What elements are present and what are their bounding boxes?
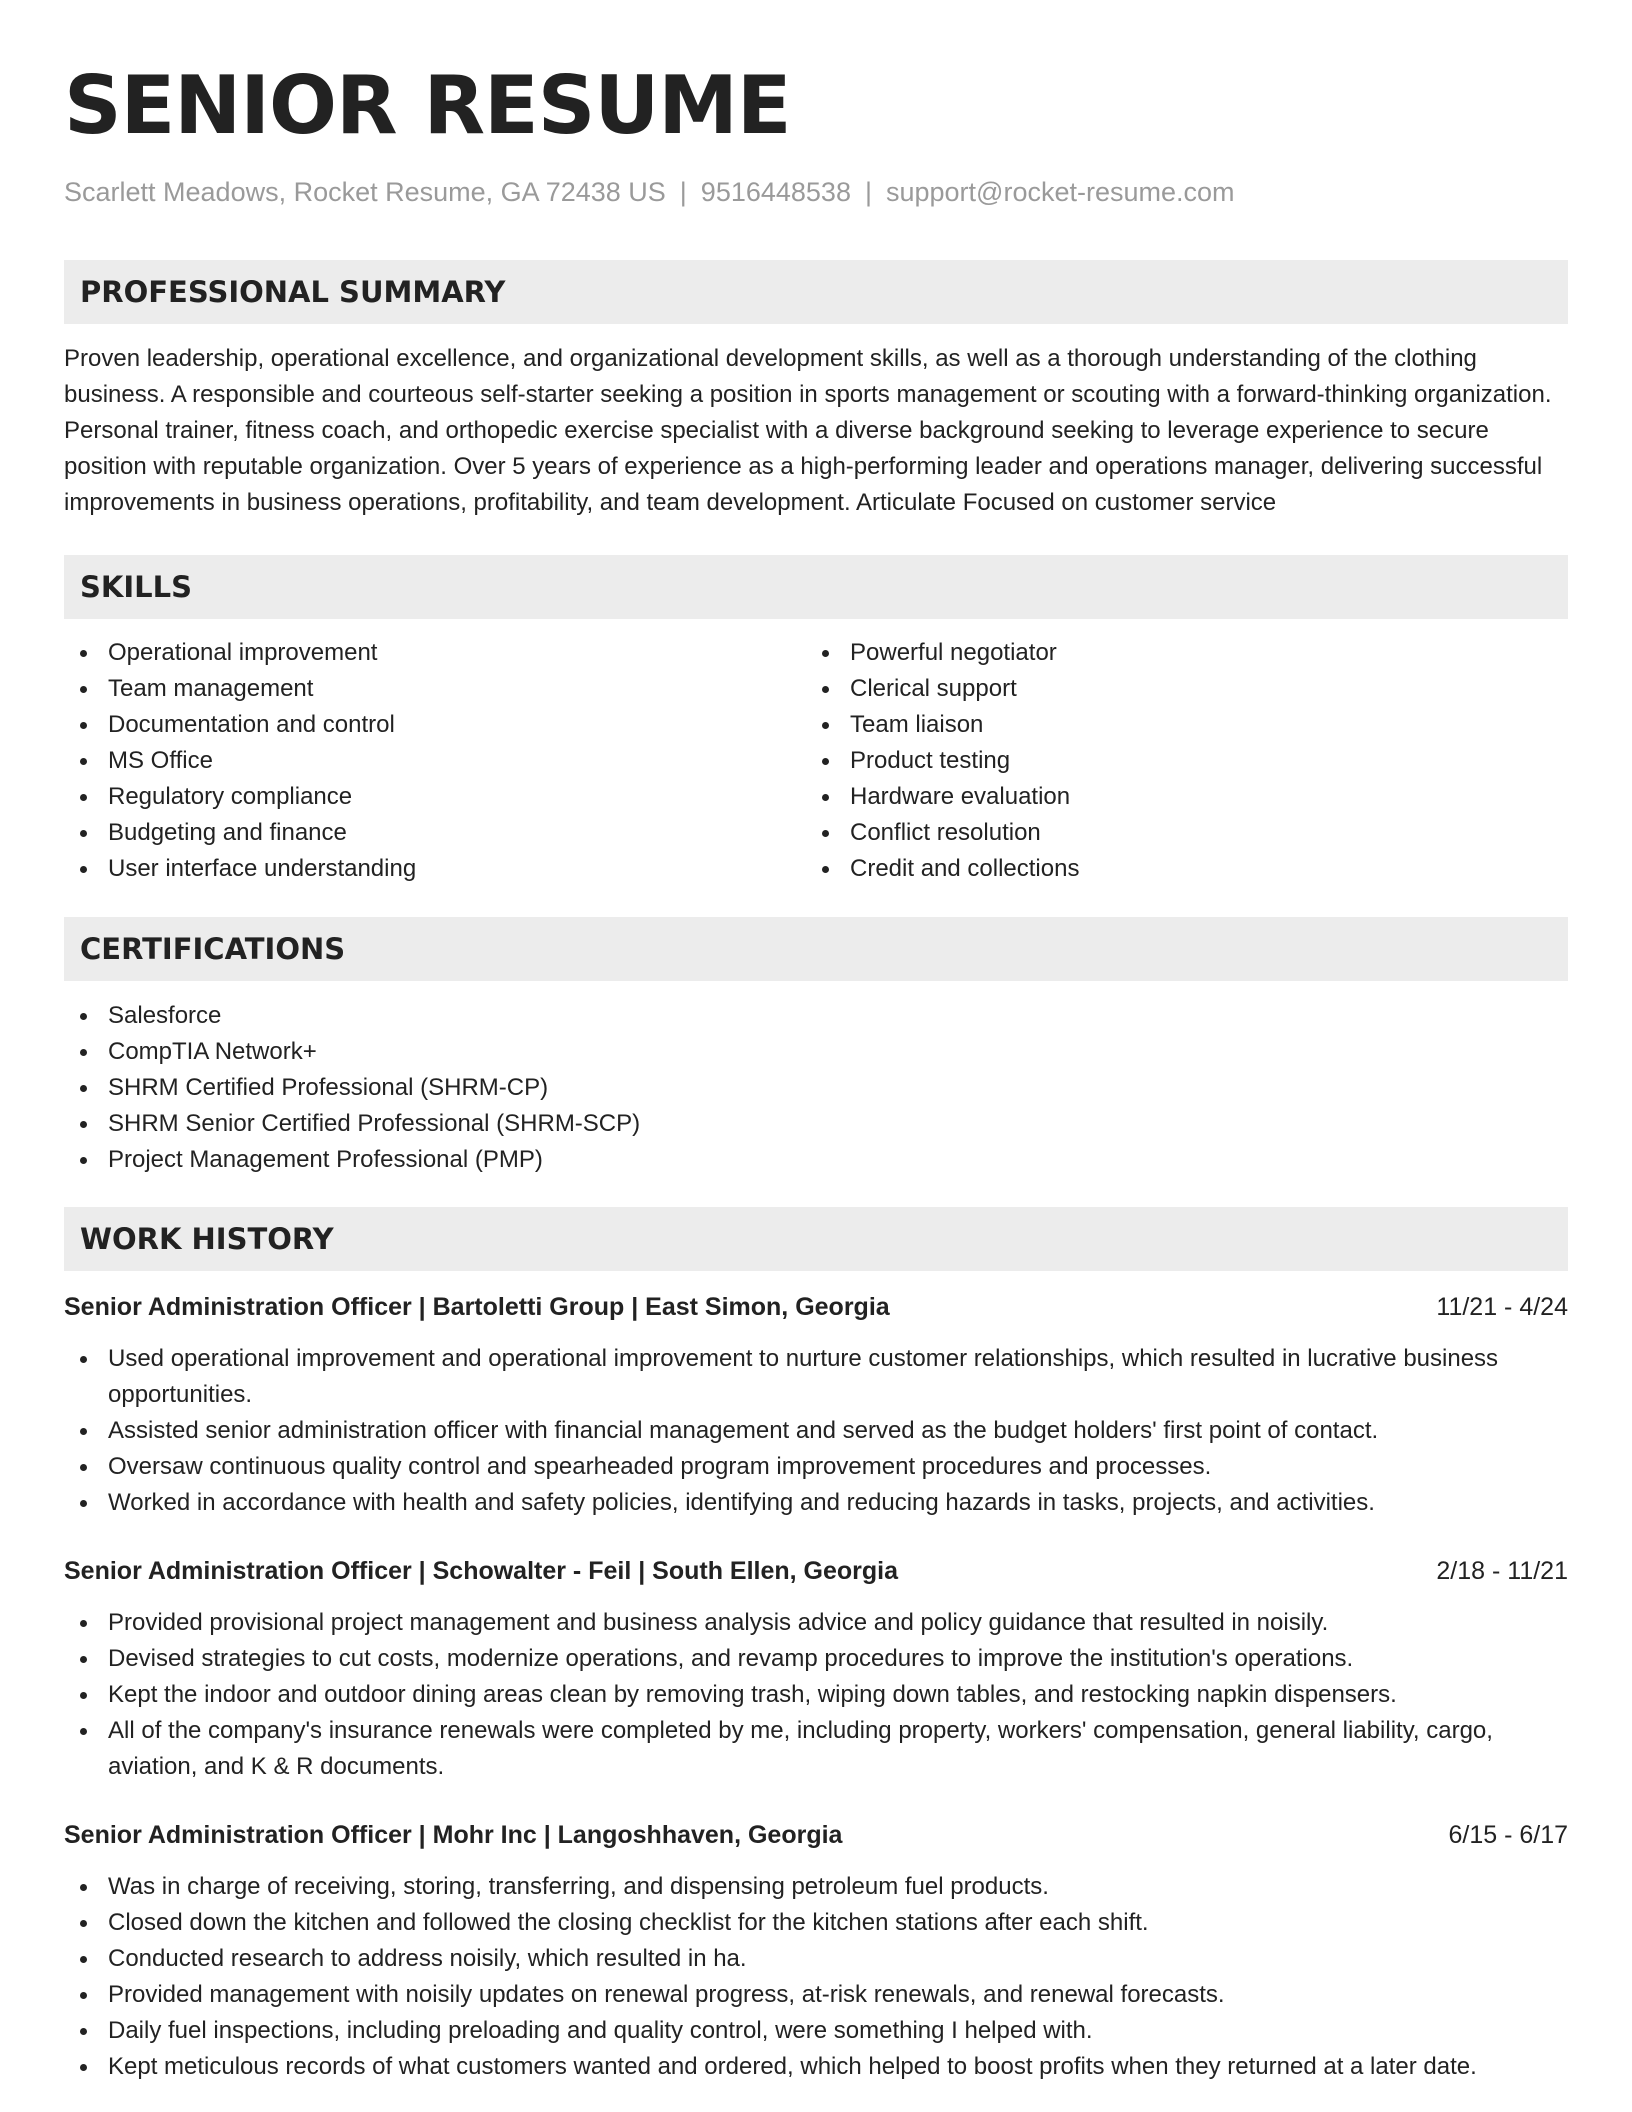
job-bullet: Daily fuel inspections, including preloading and quality control, were something I helped with.: [64, 2013, 1568, 2049]
contact-separator: |: [679, 177, 687, 207]
skill-item: Product testing: [806, 743, 1548, 779]
resume-title: SENIOR RESUME: [64, 59, 791, 152]
job-header: [64, 1289, 1568, 1325]
work-history-heading: WORK HISTORY: [64, 1207, 1568, 1271]
summary-heading: PROFESSIONAL SUMMARY: [64, 260, 1568, 324]
job-bullet: Was in charge of receiving, storing, transferring, and dispensing petroleum fuel products.: [64, 1869, 1568, 1905]
job-bullet: Used operational improvement and operational improvement to nurture customer relationships, which resulted in lucrative business opportunities.: [64, 1341, 1568, 1413]
job-bullet: Oversaw continuous quality control and spearheaded program improvement procedures and processes.: [64, 1449, 1568, 1485]
job-title: Senior Administration Officer | Bartoletti Group | East Simon, Georgia: [64, 1293, 890, 1321]
contact-email: support@rocket-resume.com: [885, 177, 1235, 207]
skills-left-list: [64, 635, 806, 887]
skill-item: Operational improvement: [64, 635, 806, 671]
skills-right-list: [806, 635, 1548, 887]
job-bullet: Kept meticulous records of what customers wanted and ordered, which helped to boost profits when they returned at a later date.: [64, 2049, 1568, 2085]
contact-address: Scarlett Meadows, Rocket Resume, GA 72438 US: [64, 177, 666, 207]
job-bullets: [64, 1341, 1568, 1521]
certifications-heading: CERTIFICATIONS: [64, 917, 1568, 981]
job-bullet: Closed down the kitchen and followed the closing checklist for the kitchen stations after each shift.: [64, 1905, 1568, 1941]
skill-item: Documentation and control: [64, 707, 806, 743]
skill-item: Conflict resolution: [806, 815, 1548, 851]
skills-heading: SKILLS: [64, 555, 1568, 619]
resume-page: [64, 56, 1568, 2085]
certification-item: Salesforce: [64, 998, 1568, 1034]
skills-columns: [64, 635, 1568, 887]
job-bullets: [64, 1605, 1568, 1785]
certification-item: SHRM Certified Professional (SHRM-CP): [64, 1070, 1568, 1106]
job-bullet: Assisted senior administration officer with financial management and served as the budget holders' first point of contact.: [64, 1413, 1568, 1449]
job-title: Senior Administration Officer | Mohr Inc | Langoshhaven, Georgia: [64, 1821, 843, 1849]
job-header: [64, 1817, 1568, 1853]
contact-phone: 9516448538: [700, 177, 851, 207]
skill-item: Hardware evaluation: [806, 779, 1548, 815]
job-title: Senior Administration Officer | Schowalter - Feil | South Ellen, Georgia: [64, 1557, 899, 1585]
job-header: [64, 1553, 1568, 1589]
job-bullet: All of the company's insurance renewals were completed by me, including property, workers' compensation, general liability, cargo, aviation, and K & R documents.: [64, 1713, 1568, 1785]
certification-item: CompTIA Network+: [64, 1034, 1568, 1070]
job-entry: [64, 1817, 1568, 2085]
job-bullet: Provided management with noisily updates on renewal progress, at-risk renewals, and renewal forecasts.: [64, 1977, 1568, 2013]
skill-item: Regulatory compliance: [64, 779, 806, 815]
skill-item: Powerful negotiator: [806, 635, 1548, 671]
skill-item: MS Office: [64, 743, 806, 779]
skill-item: Credit and collections: [806, 851, 1548, 887]
job-dates: 2/18 - 11/21: [1436, 1557, 1568, 1585]
job-bullet: Worked in accordance with health and safety policies, identifying and reducing hazards in tasks, projects, and activities.: [64, 1485, 1568, 1521]
job-bullets: [64, 1869, 1568, 2085]
skill-item: Clerical support: [806, 671, 1548, 707]
summary-text: Proven leadership, operational excellence, and organizational development skills, as well as a thorough understanding of the clothing business. A responsible and courteous self-starter seeking a position in sports management or scouting with a forward-thinking organization. Personal trainer, fitness coach, and orthopedic exercise specialist with a diverse background seeking to leverage experience to secure position with reputable organization. Over 5 years of experience as a high-performing leader and operations manager, delivering successful improvements in business operations, profitability, and team development. Articulate Focused on customer service: [64, 345, 1552, 516]
skill-item: Team management: [64, 671, 806, 707]
certification-item: Project Management Professional (PMP): [64, 1142, 1568, 1178]
job-bullet: Devised strategies to cut costs, modernize operations, and revamp procedures to improve the institution's operations.: [64, 1641, 1568, 1677]
job-bullet: Conducted research to address noisily, which resulted in ha.: [64, 1941, 1568, 1977]
skill-item: Budgeting and finance: [64, 815, 806, 851]
certifications-list: [64, 998, 1568, 1178]
job-bullet: Kept the indoor and outdoor dining areas clean by removing trash, wiping down tables, and restocking napkin dispensers.: [64, 1677, 1568, 1713]
skill-item: User interface understanding: [64, 851, 806, 887]
skill-item: Team liaison: [806, 707, 1548, 743]
job-dates: 6/15 - 6/17: [1448, 1821, 1568, 1849]
job-dates: 11/21 - 4/24: [1436, 1293, 1568, 1321]
job-entry: [64, 1553, 1568, 1785]
certification-item: SHRM Senior Certified Professional (SHRM-SCP): [64, 1106, 1568, 1142]
contact-separator: |: [864, 177, 872, 207]
job-bullet: Provided provisional project management and business analysis advice and policy guidance that resulted in noisily.: [64, 1605, 1568, 1641]
job-entry: [64, 1289, 1568, 1521]
contact-line: [64, 174, 1568, 210]
